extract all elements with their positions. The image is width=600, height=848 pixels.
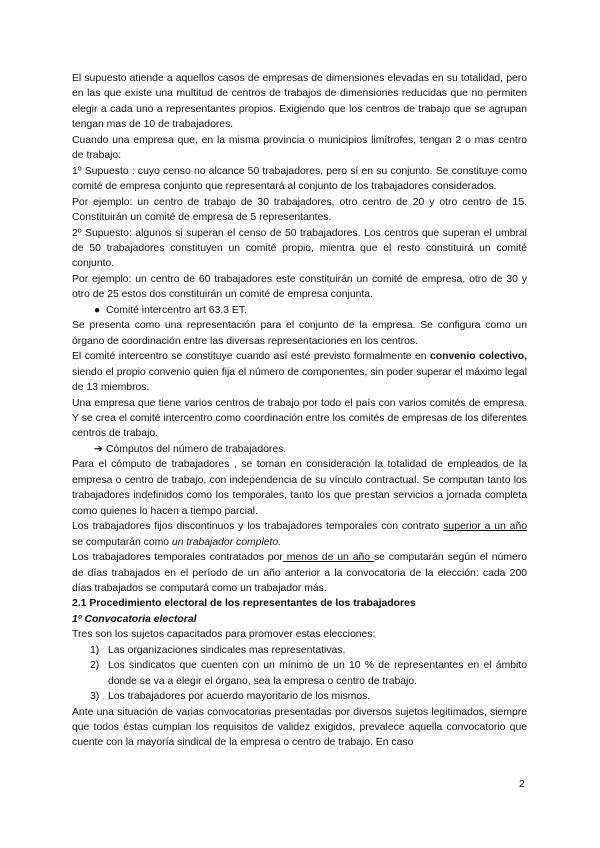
list-item [72, 689, 527, 704]
arrow-text: Cómputos del número de trabajadores. [106, 443, 287, 455]
bullet-icon: ● [94, 304, 101, 316]
list-item [72, 658, 527, 689]
list-number: 2) [90, 660, 100, 672]
paragraph: 2º Supuesto: algunos si superan el censo de 50 trabajadores. Los centros que superan el umbral de 50 trabajadores constituyen un comité propio, mientra que el resto constituirá un comité conjunto. [72, 227, 527, 270]
paragraph: 1º Supuesto : cuyo censo no alcance 50 trabajadores, pero sí en su conjunto. Se constituye como comité de empresa conjunto que representará al conjunto de los trabajadores considerados. [72, 165, 527, 193]
list-item [72, 643, 527, 658]
paragraph [72, 550, 527, 596]
text-run: se computarán según el número de días trabajados en el período de un año anterior a la convocatoria de la elección: cada 200 días trabajados se computará como un trabajador más. [72, 552, 527, 594]
arrow-icon: ➔ [94, 443, 103, 455]
underlined-text: menos de un año [282, 552, 374, 564]
paragraph: Ante una situación de varias convocatorias presentadas por diversos sujetos legitimados, siempre que todos éstas cumplan los requisitos de validez exigidos, prevalece aquella convocatorio que cuente con la mayoría sindical de la empresa o centro de trabajo. En caso [72, 706, 527, 749]
italic-text: un trabajador completo. [171, 536, 282, 548]
bullet-item [72, 303, 527, 318]
bullet-text: Comité intercentro art 63.3 ET. [106, 304, 247, 316]
list-text: Las organizaciones sindicales mas representativas. [108, 644, 346, 656]
paragraph: Una empresa que tiene varios centros de trabajo por todo el país con varios comités de empresa. Y se crea el comité intercentro como coordinación entre los comités de empresas de los diferentes centros de trabajo. [72, 397, 527, 440]
arrow-item [72, 442, 527, 457]
paragraph: Cuando una empresa que, en la misma provincia o municipios limítrofes, tengan 2 o mas centro de trabajo: [72, 134, 527, 162]
paragraph [72, 349, 527, 395]
list-text: Los sindicatos que cuenten con un mínimo de un 10 % de representantes en el ámbito donde se va a elegir el órgano, sea la empresa o centro de trabajo. [108, 660, 527, 687]
paragraph: Tres son los sujetos capacitados para promover estas elecciones: [72, 629, 376, 641]
list-number: 1) [90, 644, 100, 656]
numbered-list [72, 643, 527, 705]
underlined-text: superior a un año [443, 521, 528, 533]
page-body [72, 71, 527, 751]
paragraph: Por ejemplo: un centro de trabajo de 30 trabajadores, otro centro de 20 y otro centro de 15. Constituirán un comité de empresa de 5 representantes. [72, 196, 527, 224]
paragraph [72, 519, 527, 550]
list-text: Los trabajadores por acuerdo mayoritario de los mismos. [108, 691, 371, 703]
subsection-heading: 1º Convocatoria electoral [72, 613, 197, 625]
list-number: 3) [90, 691, 100, 703]
paragraph: Se presenta como una representación para el conjunto de la empresa. Se configura como un órgano de coordinación entre las diversas representaciones en los centros. [72, 320, 527, 347]
page-number: 2 [519, 779, 525, 790]
bold-text: convenio colectivo, [429, 351, 527, 363]
text-run: siendo el propio convenio quien fija el número de componentes, sin poder superar el máximo legal de 13 miembros. [72, 366, 527, 394]
text-run: El comité intercentro se constituye cuando así esté previsto formalmente en [72, 351, 430, 363]
paragraph: Por ejemplo: un centro de 60 trabajadores este constituirán un comité de empresa, otro de 30 y otro de 25 estos dos constituirán un comité de empresa conjunta. [72, 273, 527, 301]
text-run: Los trabajadores temporales contratados por [72, 552, 283, 564]
section-heading: 2.1 Procedimiento electoral de los representantes de los trabajadores [72, 598, 416, 610]
text-run: Los trabajadores fijos discontinuos y los trabajadores temporales con contrato [72, 521, 444, 533]
paragraph: El supuesto atiende a aquellos casos de empresas de dimensiones elevadas en su totalidad, pero en las que existe una multitud de centros de trabajos de dimensiones reducidas que no permiten elegir a cada uno a representantes propios. Exigiendo que los centros de trabajo que se agrupan tengan mas de 10 de trabajadores. [72, 73, 527, 131]
paragraph: Para el cómputo de trabajadores , se toman en consideración la totalidad de empleados de la empresa o centro de trabajo, con independencia de su vínculo contractual. Se computan tanto los trabajadores indefinidos como los temporales, tanto los que prestan servicios a jornada completa como quienes lo hacen a tiempo parcial. [72, 459, 527, 517]
text-run: se computarán como [72, 536, 172, 548]
